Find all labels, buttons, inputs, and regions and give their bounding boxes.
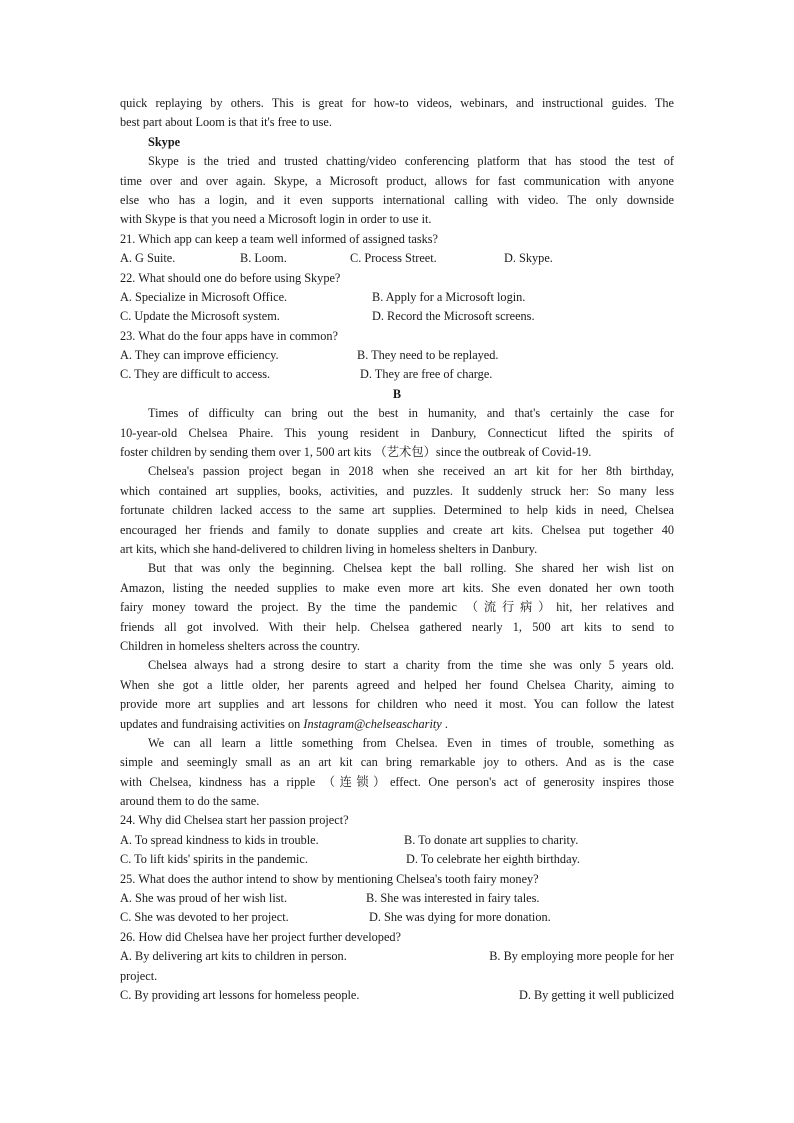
question-24-stem: 24. Why did Chelsea start her passion project? — [120, 813, 349, 828]
skype-paragraph-line: else who has a login, and it even supports international calling with video. The only downside — [120, 192, 674, 207]
passage-b-line: When she got a little older, her parents agreed and helped her found Chelsea Charity, aiming to — [120, 677, 674, 692]
passage-b-line: fairy money toward the project. By the time the pandemic （流行病）hit, her relatives and — [120, 600, 674, 615]
option-b[interactable]: B. By employing more people for her — [489, 949, 674, 964]
option-b[interactable]: B. To donate art supplies to charity. — [404, 832, 579, 847]
option-a[interactable]: A. To spread kindness to kids in trouble. — [120, 832, 319, 847]
option-b-continued: project. — [120, 968, 158, 983]
exam-page — [120, 94, 674, 1005]
section-b-heading: B — [392, 386, 402, 401]
option-d[interactable]: D. She was dying for more donation. — [369, 910, 551, 925]
question-26-stem: 26. How did Chelsea have her project further developed? — [120, 929, 402, 944]
option-c[interactable]: C. She was devoted to her project. — [120, 910, 289, 925]
option-c[interactable]: C. To lift kids' spirits in the pandemic. — [120, 852, 308, 867]
skype-paragraph-line: with Skype is that you need a Microsoft login in order to use it. — [120, 212, 432, 227]
passage-b-line: Children in homeless shelters across the country. — [120, 638, 360, 653]
passage-b-line: Amazon, listing the needed supplies to make even more art kits. She even donated her own tooth — [120, 580, 674, 595]
passage-b-line: fortunate children lacked access to the same art supplies. Determined to help kids in need, Chelsea — [120, 503, 674, 518]
passage-b-line: simple and seemingly small as an art kit can bring remarkable joy to others. And as is the case — [120, 755, 674, 770]
passage-b-line: around them to do the same. — [120, 794, 260, 809]
question-23-options — [120, 365, 674, 384]
question-22-options — [120, 288, 674, 307]
option-a[interactable]: A. G Suite. — [120, 251, 176, 266]
question-26-options — [120, 947, 674, 966]
loom-paragraph-line: best part about Loom is that it's free to use. — [120, 115, 332, 130]
passage-b-line: friends all got involved. With their help. Chelsea gathered nearly 1, 500 art kits to send to — [120, 619, 674, 634]
question-25-stem: 25. What does the author intend to show by mentioning Chelsea's tooth fairy money? — [120, 871, 539, 886]
option-d[interactable]: D. They are free of charge. — [360, 367, 493, 382]
skype-paragraph-line: time over and over again. Skype, a Microsoft product, allows for fast communication with anyone — [120, 173, 674, 188]
option-a[interactable]: A. She was proud of her wish list. — [120, 891, 288, 906]
option-c[interactable]: C. They are difficult to access. — [120, 367, 271, 382]
question-26-options — [120, 986, 674, 1005]
passage-b-line: Chelsea's passion project began in 2018 when she received an art kit for her 8th birthday, — [148, 464, 674, 479]
skype-paragraph-line: Skype is the tried and trusted chatting/video conferencing platform that has stood the test of — [148, 154, 674, 169]
option-a[interactable]: A. They can improve efficiency. — [120, 348, 279, 363]
option-d[interactable]: D. Skype. — [504, 251, 553, 266]
passage-b-line: Times of difficulty can bring out the best in humanity, and that's certainly the case for — [148, 406, 674, 421]
passage-text: . — [441, 716, 448, 731]
passage-b-line: with Chelsea, kindness has a ripple （连锁）effect. One person's act of generosity inspires those — [120, 774, 674, 789]
question-23-stem: 23. What do the four apps have in common? — [120, 328, 338, 343]
question-23-options — [120, 346, 674, 365]
option-b[interactable]: B. Loom. — [240, 251, 287, 266]
option-c[interactable]: C. By providing art lessons for homeless people. — [120, 987, 360, 1002]
passage-b-line: art kits, which she hand-delivered to children living in homeless shelters in Danbury. — [120, 541, 538, 556]
question-21-stem: 21. Which app can keep a team well informed of assigned tasks? — [120, 231, 439, 246]
passage-b-line: provide more art supplies and art lessons for children who need it most. You can follow the latest — [120, 697, 674, 712]
loom-paragraph-line: quick replaying by others. This is great for how-to videos, webinars, and instructional guides. The — [120, 96, 674, 110]
passage-b-line: But that was only the beginning. Chelsea kept the ball rolling. She shared her wish list on — [148, 561, 674, 576]
question-22-options — [120, 307, 674, 326]
option-d[interactable]: D. Record the Microsoft screens. — [372, 309, 535, 324]
passage-b-line: which contained art supplies, books, activities, and puzzles. It suddenly struck her: So many less — [120, 483, 674, 498]
passage-b-line: Chelsea always had a strong desire to start a charity from the time she was only 5 years old. — [148, 658, 674, 673]
option-d[interactable]: D. By getting it well publicized — [518, 987, 674, 1002]
option-a[interactable]: A. Specialize in Microsoft Office. — [120, 289, 288, 304]
instagram-handle: Instagram@chelseascharity — [303, 716, 442, 731]
option-b[interactable]: B. She was interested in fairy tales. — [366, 891, 540, 906]
question-21-options — [120, 249, 674, 268]
option-b[interactable]: B. They need to be replayed. — [357, 348, 499, 363]
question-24-options — [120, 850, 674, 869]
question-22-stem: 22. What should one do before using Skype? — [120, 270, 341, 285]
passage-b-line: foster children by sending them over 1, 500 art kits （艺术包）since the outbreak of Covid-19. — [120, 445, 592, 460]
passage-b-line: 10-year-old Chelsea Phaire. This young resident in Danbury, Connecticut lifted the spirits of — [120, 425, 674, 440]
passage-b-line: We can all learn a little something from Chelsea. Even in times of trouble, something as — [148, 735, 674, 750]
option-b[interactable]: B. Apply for a Microsoft login. — [372, 289, 526, 304]
option-a[interactable]: A. By delivering art kits to children in person. — [120, 949, 347, 964]
option-c[interactable]: C. Update the Microsoft system. — [120, 309, 280, 324]
passage-b-line — [120, 715, 674, 734]
passage-b-line: encouraged her friends and family to donate supplies and create art kits. Chelsea put together 40 — [120, 522, 674, 537]
option-c[interactable]: C. Process Street. — [350, 251, 437, 266]
question-24-options — [120, 831, 674, 850]
question-25-options — [120, 908, 674, 927]
option-d[interactable]: D. To celebrate her eighth birthday. — [406, 852, 580, 867]
question-25-options — [120, 889, 674, 908]
skype-heading: Skype — [148, 134, 181, 149]
passage-text: updates and fundraising activities on — [120, 716, 304, 731]
